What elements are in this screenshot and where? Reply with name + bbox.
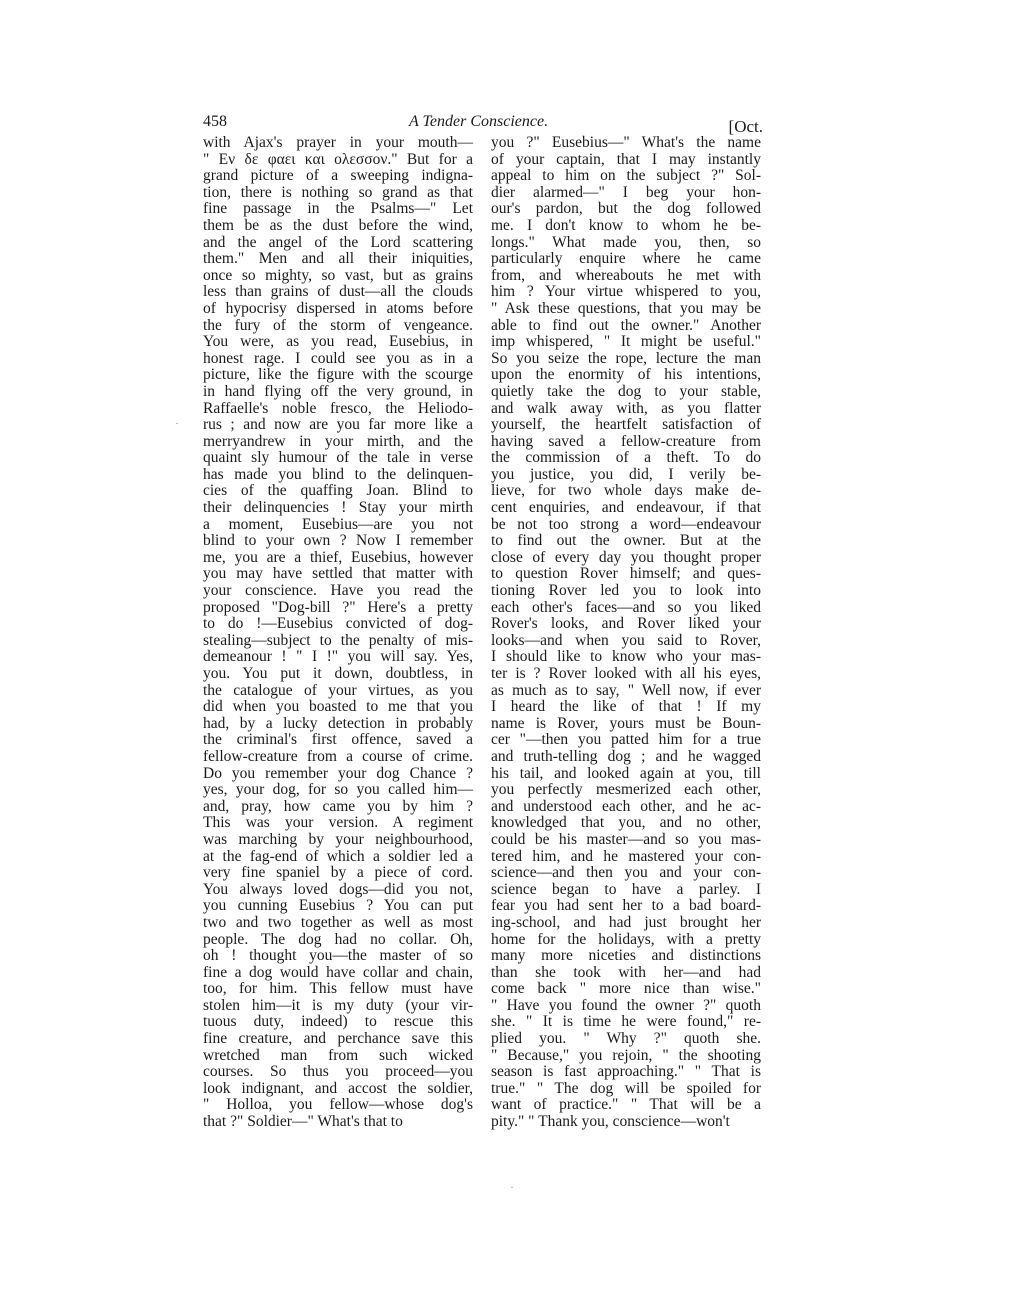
text-line: them." Men and all their iniquities, xyxy=(203,250,473,268)
text-line: his tail, and looked again at you, till xyxy=(491,764,761,782)
text-line: looks—and when you said to Rover, xyxy=(491,631,761,649)
text-line: longs." What made you, then, so xyxy=(491,233,761,251)
text-line: she. " It is time he were found," re- xyxy=(491,1013,761,1031)
text-line: him ? Your virtue whispered to you, xyxy=(491,283,761,301)
text-line: demeanour ! " I !" you will say. Yes, xyxy=(203,648,473,666)
text-line: true." " The dog will be spoiled for xyxy=(491,1079,761,1097)
text-line: tioning Rover led you to look into xyxy=(491,582,761,600)
text-line: " Because," you rejoin, " the shooting xyxy=(491,1046,761,1064)
text-line: picture, like the figure with the scourge xyxy=(203,366,473,384)
text-line: that ?" Soldier—" What's that to xyxy=(203,1113,403,1131)
text-line: " Ask these questions, that you may be xyxy=(491,299,761,317)
text-line: " Εν δε φαει και ολεσσον." But for a xyxy=(203,150,473,168)
text-line: You always loved dogs—did you not, xyxy=(203,880,473,898)
text-line: ing-school, and had just brought her xyxy=(491,913,761,931)
text-line: me, you are a thief, Eusebius, however xyxy=(203,548,473,566)
text-line: very fine spaniel by a piece of cord. xyxy=(203,864,473,882)
text-line: quaint sly humour of the tale in verse xyxy=(203,449,473,467)
text-line: you perfectly mesmerized each other, xyxy=(491,781,761,799)
text-line: too, for him. This fellow must have xyxy=(203,980,473,998)
right-text-column xyxy=(491,135,761,1131)
text-line: I heard the like of that ! If my xyxy=(491,698,761,716)
text-line: This was your version. A regiment xyxy=(203,814,473,832)
text-line: than she took with her—and had xyxy=(491,963,761,981)
text-line: lieve, for two whole days make de- xyxy=(491,482,761,500)
text-line: tion, there is nothing so grand as that xyxy=(203,183,473,201)
text-line: Rover's looks, and Rover liked your xyxy=(491,615,761,633)
text-line: did when you boasted to me that you xyxy=(203,698,473,716)
text-line: pity." " Thank you, conscience—won't xyxy=(491,1113,730,1131)
text-line: having saved a fellow-creature from xyxy=(491,432,761,450)
text-line: imp whispered, " It might be useful." xyxy=(491,333,761,351)
text-line: honest rage. I could see you as in a xyxy=(203,349,473,367)
text-line: fine creature, and perchance save this xyxy=(203,1030,473,1048)
text-line: stealing—subject to the penalty of mis- xyxy=(203,631,473,649)
text-line: from, and whereabouts he met with xyxy=(491,266,761,284)
text-line: once so mighty, so vast, but as grains xyxy=(203,266,473,284)
text-line: wretched man from such wicked xyxy=(203,1046,473,1064)
text-line: two and two together as well as most xyxy=(203,913,473,931)
text-line: and truth-telling dog ; and he wagged xyxy=(491,747,761,765)
text-line: could be his master—and so you mas- xyxy=(491,830,761,848)
text-line: want of practice." " That will be a xyxy=(491,1096,761,1114)
text-line: to do !—Eusebius convicted of dog- xyxy=(203,615,473,633)
text-line: the commission of a theft. To do xyxy=(491,449,761,467)
text-line: had, by a lucky detection in probably xyxy=(203,714,473,732)
text-line: plied you. " Why ?" quoth she. xyxy=(491,1030,761,1048)
text-line: look indignant, and accost the soldier, xyxy=(203,1079,473,1097)
text-line: at the fag-end of which a soldier led a xyxy=(203,847,473,865)
left-text-column xyxy=(203,135,473,1131)
text-line: proposed "Dog-bill ?" Here's a pretty xyxy=(203,598,473,616)
text-line: in hand flying off the very ground, in xyxy=(203,382,473,400)
text-line: and the angel of the Lord scattering xyxy=(203,233,473,251)
text-line: I should like to know who your mas- xyxy=(491,648,761,666)
text-line: able to find out the owner." Another xyxy=(491,316,761,334)
text-line: appeal to him on the subject ?" Sol- xyxy=(491,167,761,185)
text-line: rus ; and now are you far more like a xyxy=(203,416,473,434)
text-line: name is Rover, yours must be Boun- xyxy=(491,714,761,732)
text-line: the catalogue of your virtues, as you xyxy=(203,681,473,699)
text-line: fellow-creature from a course of crime. xyxy=(203,747,473,765)
text-line: grand picture of a sweeping indigna- xyxy=(203,167,473,185)
text-line: cent enquiries, and endeavour, if that xyxy=(491,499,761,517)
text-line: of hypocrisy dispersed in atoms before xyxy=(203,299,473,317)
margin-speck xyxy=(511,1187,513,1188)
text-line: and understood each other, and he ac- xyxy=(491,797,761,815)
text-line: science began to have a parley. I xyxy=(491,880,761,898)
text-line: You were, as you read, Eusebius, in xyxy=(203,333,473,351)
text-line: ter is ? Rover looked with all his eyes, xyxy=(491,665,761,682)
text-line: was marching by your neighbourhood, xyxy=(203,830,473,848)
page-number: 458 xyxy=(203,113,227,130)
text-line: quietly take the dog to your stable, xyxy=(491,382,761,400)
text-line: courses. So thus you proceed—you xyxy=(203,1063,473,1081)
text-line: stolen him—it is my duty (your vir- xyxy=(203,996,473,1014)
text-line: has made you blind to the delinquen- xyxy=(203,465,473,483)
text-line: and walk away with, as you flatter xyxy=(491,399,761,417)
text-line: many more niceties and distinctions xyxy=(491,947,761,965)
text-line: tuous duty, indeed) to rescue this xyxy=(203,1013,473,1031)
text-line: you cunning Eusebius ? You can put xyxy=(203,897,473,915)
issue-month: [Oct. xyxy=(728,117,763,136)
text-line: close of every day you thought proper xyxy=(491,548,761,566)
text-line: yourself, the heartfelt satisfaction of xyxy=(491,416,761,434)
text-line: cies of the quaffing Joan. Blind to xyxy=(203,482,473,500)
text-line: their delinquencies ! Stay your mirth xyxy=(203,499,473,517)
page-header xyxy=(203,113,763,135)
text-line: the criminal's first offence, saved a xyxy=(203,731,473,749)
text-line: upon the enormity of his intentions, xyxy=(491,366,761,384)
text-line: fine a dog would have collar and chain, xyxy=(203,963,473,981)
text-line: yes, your dog, for so you called him— xyxy=(203,781,473,799)
text-line: as much as to say, " Well now, if ever xyxy=(491,681,761,699)
text-line: them be as the dust before the wind, xyxy=(203,216,473,234)
text-line: knowledged that you, and no other, xyxy=(491,814,761,832)
text-line: less than grains of dust—all the clouds xyxy=(203,283,473,301)
text-line: the fury of the storm of vengeance. xyxy=(203,316,473,334)
text-line: dier alarmed—" I beg your hon- xyxy=(491,183,761,201)
text-line: merryandrew in your mirth, and the xyxy=(203,432,473,450)
text-line: and, pray, how came you by him ? xyxy=(203,797,473,815)
text-line: oh ! thought you—the master of so xyxy=(203,947,473,965)
text-line: fear you had sent her to a bad board- xyxy=(491,897,761,915)
text-line: particularly enquire where he came xyxy=(491,250,761,268)
text-line: Do you remember your dog Chance ? xyxy=(203,764,473,782)
text-line: of your captain, that I may instantly xyxy=(491,150,761,168)
text-line: Raffaelle's noble fresco, the Heliodo- xyxy=(203,399,473,417)
text-line: your conscience. Have you read the xyxy=(203,582,473,600)
text-line: season is fast approaching." " That is xyxy=(491,1063,761,1081)
text-line: be not too strong a word—endeavour xyxy=(491,515,761,533)
text-line: a moment, Eusebius—are you not xyxy=(203,515,473,533)
text-line: me. I don't know to whom he be- xyxy=(491,216,761,234)
text-line: you justice, you did, I verily be- xyxy=(491,465,761,483)
text-line: So you seize the rope, lecture the man xyxy=(491,349,761,367)
margin-speck xyxy=(176,423,178,424)
text-line: home for the holidays, with a pretty xyxy=(491,930,761,948)
running-title: A Tender Conscience. xyxy=(409,113,549,130)
text-line: to find out the owner. But at the xyxy=(491,532,761,550)
text-line: come back " more nice than wise." xyxy=(491,980,761,998)
text-line: " Holloa, you fellow—whose dog's xyxy=(203,1096,473,1114)
text-line: you may have settled that matter with xyxy=(203,565,473,583)
text-line: to question Rover himself; and ques- xyxy=(491,565,761,583)
text-line: science—and then you and your con- xyxy=(491,864,761,882)
text-line: each other's faces—and so you liked xyxy=(491,598,761,616)
text-line: with Ajax's prayer in your mouth— xyxy=(203,134,473,151)
text-line: you. You put it down, doubtless, in xyxy=(203,665,473,682)
text-line: cer "—then you patted him for a true xyxy=(491,731,761,749)
text-line: you ?" Eusebius—" What's the name xyxy=(491,134,761,151)
text-line: tered him, and he mastered your con- xyxy=(491,847,761,865)
text-line: blind to your own ? Now I remember xyxy=(203,532,473,550)
text-line: our's pardon, but the dog followed xyxy=(491,200,761,218)
text-line: " Have you found the owner ?" quoth xyxy=(491,996,761,1014)
text-line: people. The dog had no collar. Oh, xyxy=(203,930,473,948)
text-line: fine passage in the Psalms—" Let xyxy=(203,200,473,218)
